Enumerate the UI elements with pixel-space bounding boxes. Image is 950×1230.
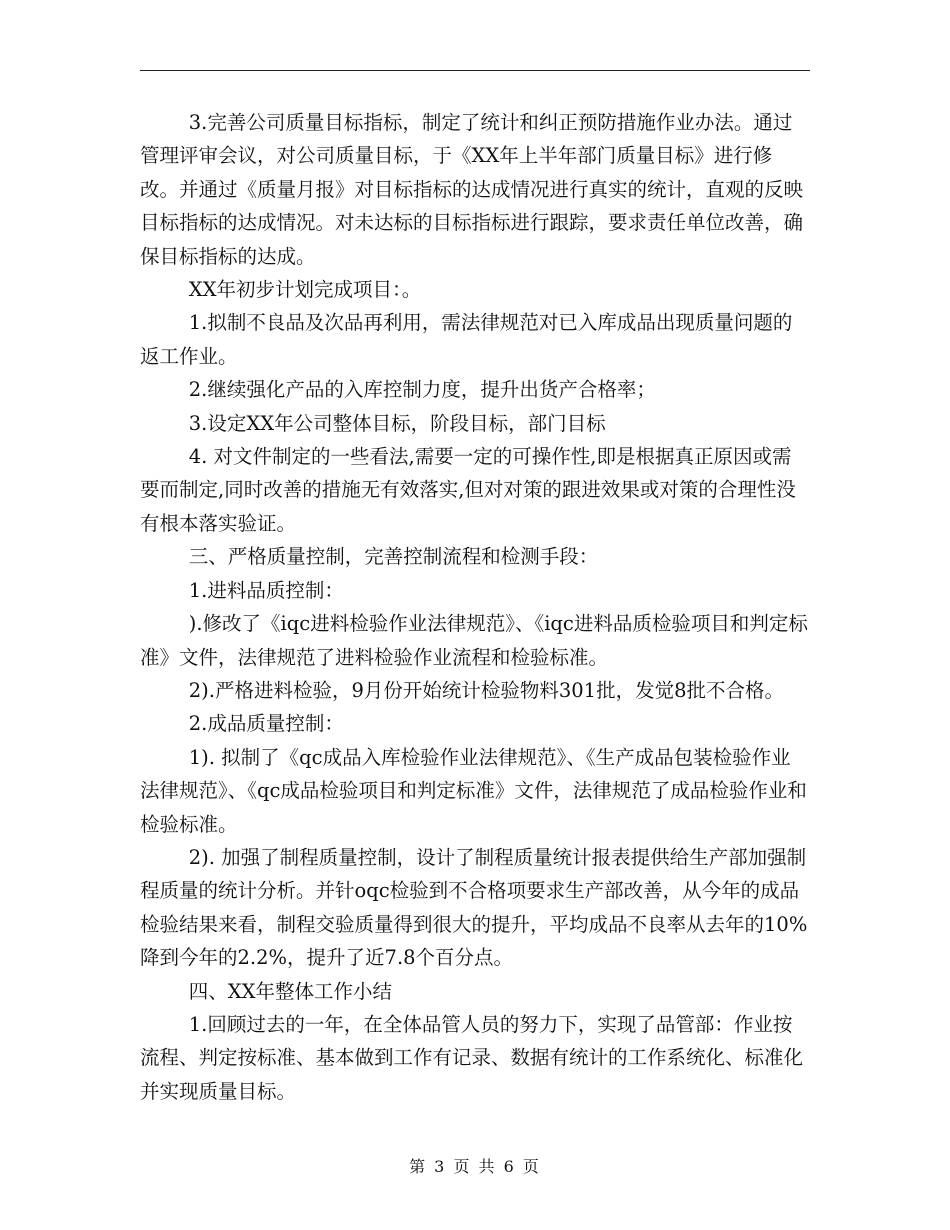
paragraph: XX年初步计划完成项目：。 (188, 278, 422, 302)
body-text (140, 106, 810, 1108)
paragraph: 1.回顾过去的一年，在全体品管人员的努力下，实现了品管部：作业按流程、判定按标准、基本做到工作有记录、数据有统计的工作系统化、标准化并实现质量目标。 (140, 1012, 804, 1103)
paragraph: 2).严格进料检验，9月份开始统计检验物料301批，发觉8批不合格。 (188, 678, 784, 702)
subsection-heading: 2.成品质量控制： (188, 712, 344, 736)
paragraph: 2). 加强了制程质量控制，设计了制程质量统计报表提供给生产部加强制程质量的统计分析。并针oqc检验到不合格项要求生产部改善，从今年的成品检验结果来看，制程交验质量得到很大的提升，平均成品不良率从去年的10%降到今年的2.2%，提升了近7.8个百分点。 (140, 845, 808, 970)
section-heading: 四、XX年整体工作小结 (188, 979, 393, 1003)
header-rule (140, 70, 810, 71)
section-heading: 三、严格质量控制，完善控制流程和检测手段： (188, 545, 599, 569)
paragraph: 1.拟制不良品及次品再利用，需法律规范对已入库成品出现质量问题的返工作业。 (140, 311, 793, 368)
paragraph: 1). 拟制了《qc成品入库检验作业法律规范》、《生产成品包装检验作业法律规范》、《qc成品检验项目和判定标准》文件，法律规范了成品检验作业和检验标准。 (140, 745, 807, 836)
paragraph: 3.完善公司质量目标指标，制定了统计和纠正预防措施作业办法。通过管理评审会议，对公司质量目标，于《XX年上半年部门质量目标》进行修改。并通过《质量月报》对目标指标的达成情况进行真实的统计，直观的反映目标指标的达成情况。对未达标的目标指标进行跟踪，要求责任单位改善，确保目标指标的达成。 (140, 111, 804, 268)
subsection-heading: 1.进料品质控制： (188, 578, 344, 602)
paragraph: 2.继续强化产品的入库控制力度，提升出货产合格率； (188, 378, 656, 402)
paragraph: ).修改了《iqc进料检验作业法律规范》、《iqc进料品质检验项目和判定标准》文件，法律规范了进料检验作业流程和检验标准。 (140, 612, 808, 669)
page-number: 第 3 页 共 6 页 (409, 1157, 541, 1176)
paragraph: 4. 对文件制定的一些看法,需要一定的可操作性,即是根据真正原因或需要而制定,同时改善的措施无有效落实,但对对策的跟进效果或对策的合理性没有根本落实验证。 (140, 445, 796, 535)
paragraph: 3.设定XX年公司整体目标，阶段目标，部门目标 (188, 411, 606, 435)
